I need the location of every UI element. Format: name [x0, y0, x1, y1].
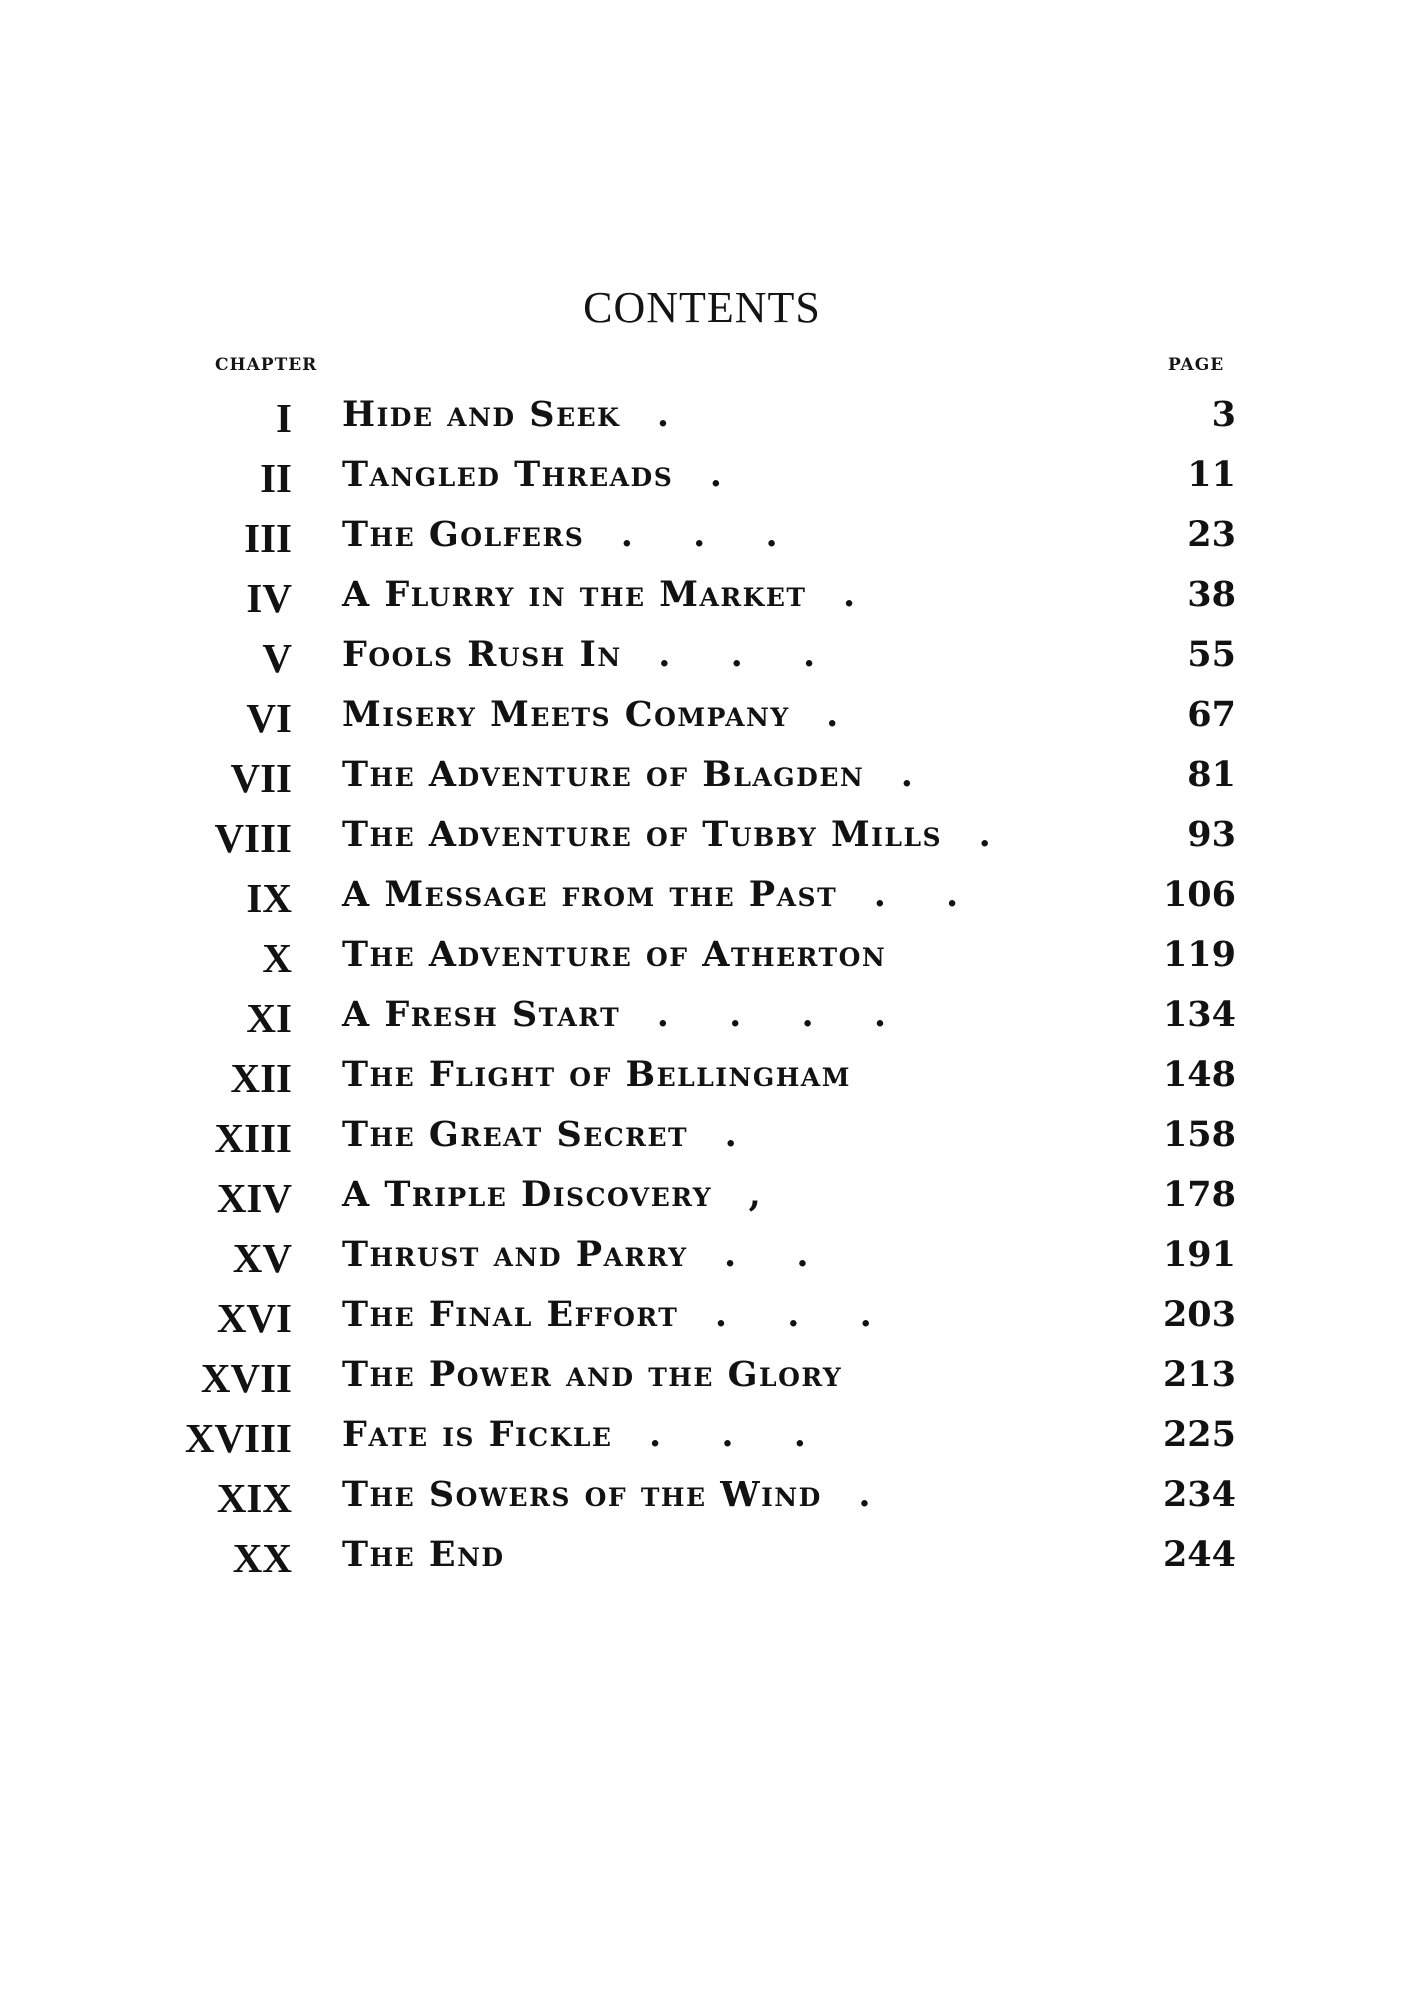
page-number: 23	[1187, 514, 1236, 555]
chapter-title-line	[342, 874, 982, 915]
chapter-title-line	[342, 934, 923, 975]
chapter-title: Fools Rush In	[342, 634, 622, 675]
dot-leader: . .	[873, 874, 983, 915]
chapter-title: The Adventure of Tubby Mills	[342, 814, 943, 855]
page-number: 81	[1187, 754, 1236, 795]
page-number: 225	[1162, 1414, 1236, 1455]
chapter-title: Thrust and Parry	[342, 1234, 688, 1275]
chapter-numeral: VI	[246, 695, 292, 741]
toc-entry	[0, 568, 1404, 628]
chapter-title: Hide and Seek	[342, 394, 621, 435]
page-number: 234	[1162, 1474, 1236, 1515]
chapter-title: The Adventure of Blagden	[342, 754, 865, 795]
page-number: 67	[1187, 694, 1236, 735]
dot-leader: .	[656, 394, 694, 435]
chapter-title: The Power and the Glory	[342, 1354, 843, 1395]
toc-entry	[0, 1468, 1404, 1528]
chapter-numeral: XIII	[214, 1115, 292, 1161]
dot-leader: .	[843, 574, 880, 615]
chapter-numeral: XX	[232, 1535, 292, 1581]
dot-leader: .	[978, 814, 1015, 855]
chapter-numeral: IX	[246, 875, 292, 921]
chapter-title: A Flurry in the Market	[342, 574, 807, 615]
page-number: 38	[1187, 574, 1236, 615]
dot-leader: ,	[748, 1174, 785, 1215]
chapter-numeral: VIII	[214, 815, 292, 861]
chapter-title: The End	[342, 1534, 505, 1575]
chapter-title-line	[342, 454, 746, 495]
page-number: 178	[1162, 1174, 1236, 1215]
page-title: CONTENTS	[583, 283, 821, 332]
chapter-numeral: XVIII	[184, 1415, 292, 1461]
toc-entry	[0, 808, 1404, 868]
chapter-title: The Flight of Bellingham	[342, 1054, 851, 1095]
dot-leader: . . .	[620, 514, 802, 555]
page-number: 148	[1162, 1054, 1236, 1095]
chapter-title-line	[342, 1294, 896, 1335]
chapter-title: A Fresh Start	[342, 994, 621, 1035]
chapter-numeral: XIV	[216, 1175, 292, 1221]
chapter-title: The Adventure of Atherton	[342, 934, 887, 975]
chapter-numeral: XI	[246, 995, 292, 1041]
page-number: 11	[1187, 454, 1236, 495]
toc-entry	[0, 1108, 1404, 1168]
chapter-title-line	[342, 814, 1015, 855]
toc-entry	[0, 1048, 1404, 1108]
toc-entry	[0, 1228, 1404, 1288]
table-of-contents	[0, 388, 1404, 1588]
chapter-title-line	[342, 634, 839, 675]
chapter-numeral: III	[244, 515, 292, 561]
chapter-title-line	[342, 694, 862, 735]
page-number: 106	[1162, 874, 1236, 915]
chapter-title-line	[342, 1114, 761, 1155]
dot-leader: . . .	[648, 1414, 830, 1455]
page-number: 55	[1187, 634, 1236, 675]
chapter-title: The Great Secret	[342, 1114, 689, 1155]
chapter-numeral: X	[262, 935, 292, 981]
toc-entry	[0, 868, 1404, 928]
chapter-title-line	[342, 994, 910, 1035]
chapter-numeral: II	[260, 455, 292, 501]
toc-entry	[0, 388, 1404, 448]
toc-entry	[0, 1288, 1404, 1348]
chapter-title-line	[342, 1354, 879, 1395]
page-number: 3	[1211, 394, 1236, 435]
chapter-title-line	[342, 1474, 895, 1515]
dot-leader: . .	[724, 1234, 833, 1275]
chapter-title-line	[342, 574, 879, 615]
chapter-numeral: XVII	[200, 1355, 292, 1401]
page-number: 203	[1162, 1294, 1236, 1335]
dot-leader: .	[826, 694, 863, 735]
chapter-title-line	[342, 1414, 830, 1455]
chapter-title-line	[342, 514, 802, 555]
page-number: 213	[1162, 1354, 1236, 1395]
chapter-title-line	[342, 754, 937, 795]
page-number: 191	[1162, 1234, 1236, 1275]
toc-entry	[0, 928, 1404, 988]
dot-leader: . . .	[658, 634, 840, 675]
page-number: 244	[1162, 1534, 1236, 1575]
chapter-numeral: V	[262, 635, 292, 681]
chapter-title: Tangled Threads	[342, 454, 674, 495]
chapter-numeral: IV	[246, 575, 292, 621]
chapter-column-label: CHAPTER	[215, 355, 318, 375]
chapter-title-line	[342, 1174, 785, 1215]
dot-leader: .	[858, 1474, 895, 1515]
page-number: 119	[1162, 934, 1236, 975]
chapter-numeral: XIX	[216, 1475, 292, 1521]
toc-entry	[0, 508, 1404, 568]
chapter-title-line	[342, 1234, 833, 1275]
page-number: 158	[1162, 1114, 1236, 1155]
dot-leader: . . . .	[656, 994, 911, 1035]
toc-entry	[0, 448, 1404, 508]
toc-entry	[0, 688, 1404, 748]
chapter-title-line	[342, 1534, 541, 1575]
chapter-numeral: XVI	[216, 1295, 292, 1341]
toc-entry	[0, 1408, 1404, 1468]
chapter-title: The Golfers	[342, 514, 585, 555]
chapter-title: The Final Effort	[342, 1294, 679, 1335]
chapter-title: A Triple Discovery	[342, 1174, 713, 1215]
dot-leader: .	[900, 754, 937, 795]
chapter-title: Misery Meets Company	[342, 694, 790, 735]
dot-leader: . . .	[714, 1294, 896, 1335]
page-number: 134	[1162, 994, 1236, 1035]
dot-leader: .	[709, 454, 746, 495]
chapter-title-line	[342, 394, 693, 435]
page-column-label: PAGE	[1168, 355, 1225, 375]
toc-entry	[0, 1528, 1404, 1588]
chapter-numeral: I	[276, 395, 292, 441]
chapter-numeral: XV	[232, 1235, 292, 1281]
chapter-title: Fate is Fickle	[342, 1414, 613, 1455]
page-number: 93	[1187, 814, 1236, 855]
toc-entry	[0, 628, 1404, 688]
toc-entry	[0, 1348, 1404, 1408]
chapter-title: A Message from the Past	[342, 874, 838, 915]
dot-leader: .	[724, 1114, 761, 1155]
chapter-title: The Sowers of the Wind	[342, 1474, 822, 1515]
chapter-title-line	[342, 1054, 887, 1095]
chapter-numeral: VII	[230, 755, 292, 801]
toc-entry	[0, 1168, 1404, 1228]
toc-entry	[0, 748, 1404, 808]
toc-entry	[0, 988, 1404, 1048]
chapter-numeral: XII	[230, 1055, 292, 1101]
